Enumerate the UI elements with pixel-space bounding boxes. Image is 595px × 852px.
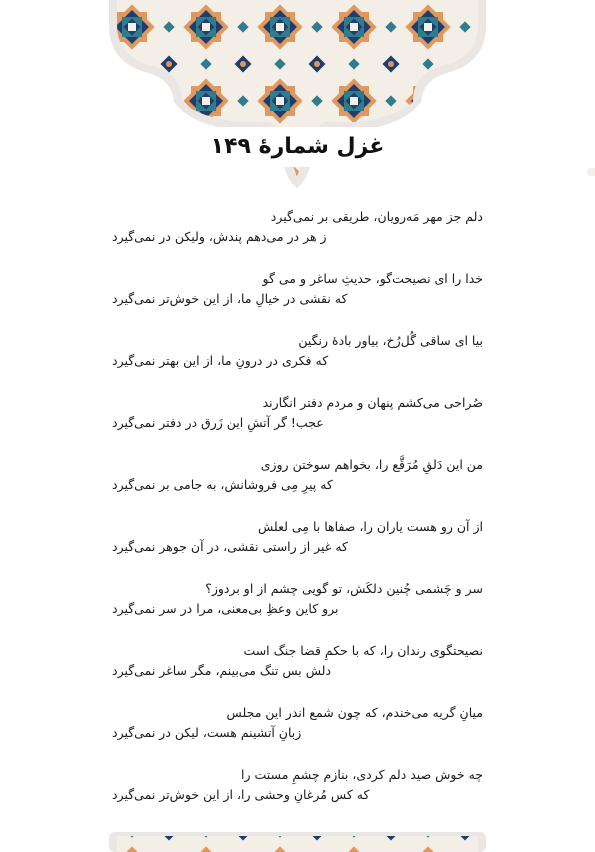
ornament-bottom bbox=[95, 832, 500, 852]
page-title: غزل شمارهٔ ۱۴۹ bbox=[210, 134, 385, 159]
couplet bbox=[112, 207, 483, 269]
couplet bbox=[112, 765, 483, 827]
couplet bbox=[112, 455, 483, 517]
couplet bbox=[112, 393, 483, 455]
second-hemistich: که غیر از راستی نقشی، در آن جوهر نمی‌گیرد bbox=[112, 539, 348, 554]
couplet bbox=[112, 517, 483, 579]
first-hemistich: خدا را ای نصیحت‌گو، حدیثِ ساغر و می گو bbox=[262, 271, 483, 286]
second-hemistich: که کس مُرغانِ وحشی را، از این خوش‌تر نمی‌گیرد bbox=[112, 787, 370, 802]
first-hemistich: نصیحتگوی رندان را، که با حکمِ قضا جنگ است bbox=[243, 643, 483, 658]
first-hemistich: صُراحی می‌کشم پنهان و مردم دفتر انگارند bbox=[262, 395, 483, 410]
first-hemistich: سر و چَشمی چُنین دلکَش، تو گویی چشم از او بردوز؟ bbox=[205, 581, 483, 596]
page-edge-tab bbox=[587, 168, 595, 176]
first-hemistich: من این دَلقِ مُرَقَّع را، بخواهم سوختن روزی bbox=[260, 457, 483, 472]
second-hemistich: برو کاین وعظِ بی‌معنی، مرا در سر نمی‌گیرد bbox=[112, 601, 339, 616]
first-hemistich: چه خوش صید دلم کردی، بنازم چشمِ مستت را bbox=[241, 767, 483, 782]
first-hemistich: دلم جز مهر مَه‌رویان، طریقی بر نمی‌گیرد bbox=[270, 209, 483, 224]
first-hemistich: بیا ای ساقی گُل‌رُخ، بیاور بادهٔ رنگین bbox=[298, 333, 483, 348]
second-hemistich: ز هر در می‌دهم پندش، ولیکن در نمی‌گیرد bbox=[112, 229, 327, 244]
second-hemistich: زبانِ آتشینم هست، لیکن در نمی‌گیرد bbox=[112, 725, 302, 740]
couplet bbox=[112, 269, 483, 331]
second-hemistich: که پیرِ مِی فروشانش، به جامی بر نمی‌گیرد bbox=[112, 477, 333, 492]
couplet bbox=[112, 579, 483, 641]
first-hemistich: از آن رو هست یاران را، صفاها با مِی لعلش bbox=[258, 519, 483, 534]
couplet bbox=[112, 331, 483, 393]
second-hemistich: دلش بس تنگ می‌بینم، مگر ساغر نمی‌گیرد bbox=[112, 663, 332, 678]
second-hemistich: که فکری در درونِ ما، از این بهتر نمی‌گیرد bbox=[112, 353, 329, 368]
couplet bbox=[112, 703, 483, 765]
couplet bbox=[112, 641, 483, 703]
poem bbox=[112, 207, 483, 827]
first-hemistich: میانِ گریه می‌خندم، که چون شمع اندر این مجلس bbox=[226, 705, 483, 720]
second-hemistich: که نقشی در خیالِ ما، از این خوش‌تر نمی‌گیرد bbox=[112, 291, 348, 306]
second-hemistich: عجب! گر آتشِ این زَرق در دفتر نمی‌گیرد bbox=[112, 415, 324, 430]
